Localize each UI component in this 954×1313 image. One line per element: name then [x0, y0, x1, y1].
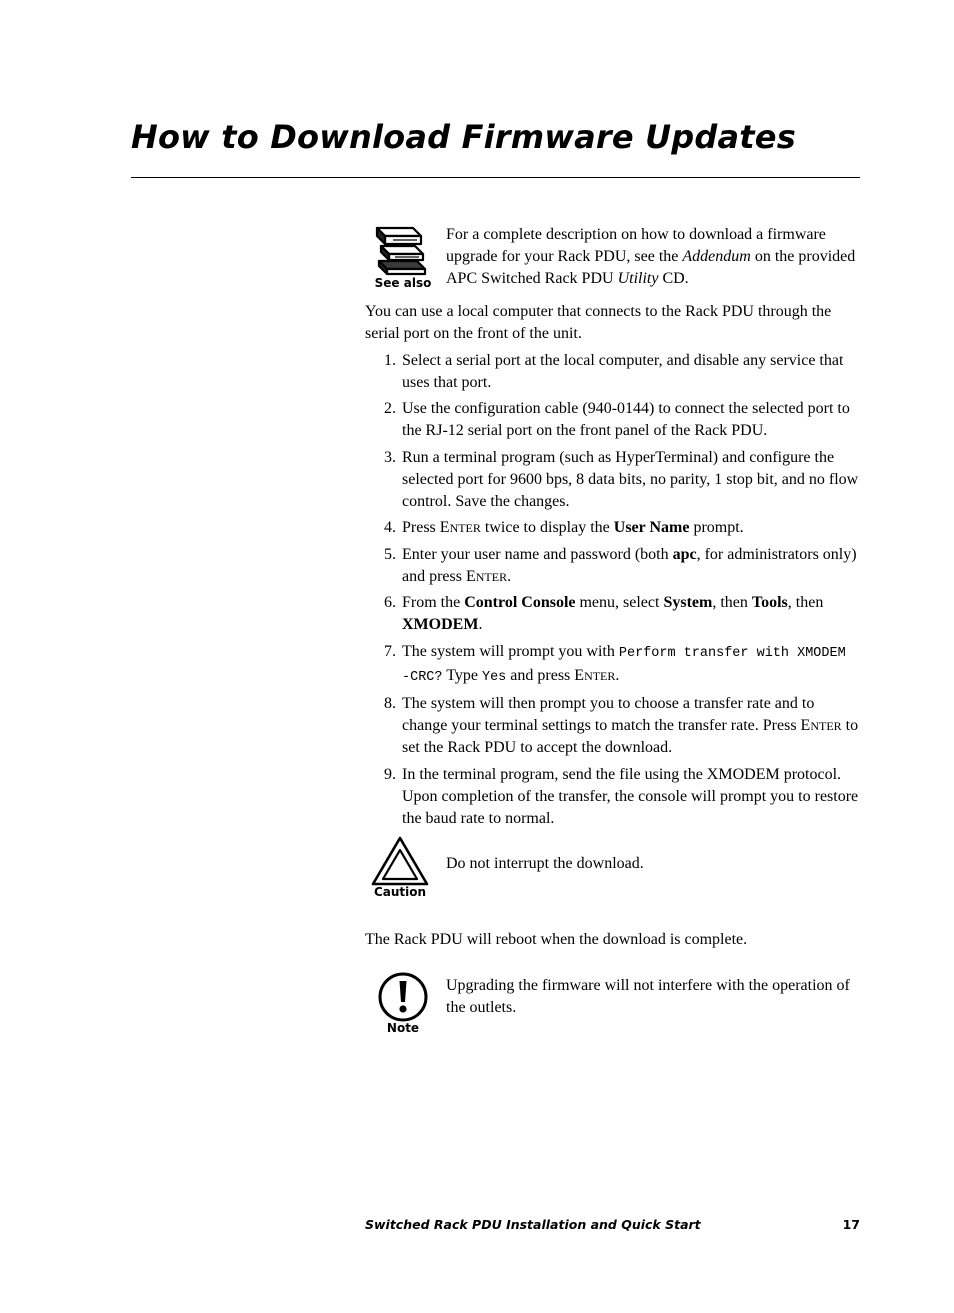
- page-number: 17: [842, 1217, 860, 1232]
- list-item: 9. In the terminal program, send the file using the XMODEM protocol. Upon completion of the transfer, the console will prompt you to restore the baud rate to normal.: [384, 765, 859, 827]
- title-rule: [131, 177, 860, 178]
- list-item: 7. The system will prompt you with Perform transfer with XMODEM -CRC? Type Yes and press ENTER.: [384, 642, 846, 685]
- page-title: How to Download Firmware Updates: [131, 118, 796, 156]
- see-also-text: For a complete description on how to download a firmware upgrade for your Rack PDU, see the Addendum on the provided APC Switched Rack PDU Utility CD.: [446, 226, 856, 287]
- list-item: 5. Enter your user name and password (both apc, for administrators only) and press ENTER.: [384, 545, 857, 585]
- see-also-icon-block: [365, 224, 441, 290]
- note-label: Note: [386, 1021, 420, 1035]
- intro-paragraph: You can use a local computer that connects to the Rack PDU through the serial port on the front of the unit.: [365, 303, 832, 342]
- list-item: 4. Press ENTER twice to display the User Name prompt.: [384, 519, 744, 536]
- list-item: 8. The system will then prompt you to choose a transfer rate and to change your terminal settings to match the transfer rate. Press ENTER to set the Rack PDU to accept the download.: [384, 695, 859, 756]
- note-text: Upgrading the firmware will not interfere with the operation of the outlets.: [446, 977, 850, 1016]
- note-callout: [365, 971, 860, 1039]
- caution-callout: [365, 836, 860, 902]
- list-item: 1. Select a serial port at the local computer, and disable any service that uses that port.: [384, 351, 844, 391]
- warning-triangle-icon: [371, 836, 429, 886]
- steps-list: [365, 350, 860, 830]
- caution-text: Do not interrupt the download.: [446, 855, 644, 872]
- caution-icon-block: [362, 836, 438, 899]
- caution-label: Caution: [373, 885, 427, 899]
- exclamation-circle-icon: [377, 971, 429, 1023]
- reboot-paragraph: The Rack PDU will reboot when the download is complete.: [365, 931, 748, 948]
- note-icon-block: [365, 971, 441, 1035]
- see-also-callout: [365, 224, 860, 296]
- main-content: [365, 301, 860, 834]
- see-also-label: See also: [374, 276, 432, 290]
- footer-title: Switched Rack PDU Installation and Quick Start: [365, 1217, 701, 1232]
- list-item: 6. From the Control Console menu, select System, then Tools, then XMODEM.: [384, 594, 824, 633]
- books-icon: [373, 224, 433, 276]
- page-footer: [365, 1217, 860, 1232]
- list-item: 3. Run a terminal program (such as HyperTerminal) and configure the selected port for 9600 bps, 8 data bits, no parity, 1 stop bit, and no flow control. Save the changes.: [384, 448, 859, 510]
- list-item: 2. Use the configuration cable (940-0144) to connect the selected port to the RJ-12 serial port on the front panel of the Rack PDU.: [384, 400, 850, 439]
